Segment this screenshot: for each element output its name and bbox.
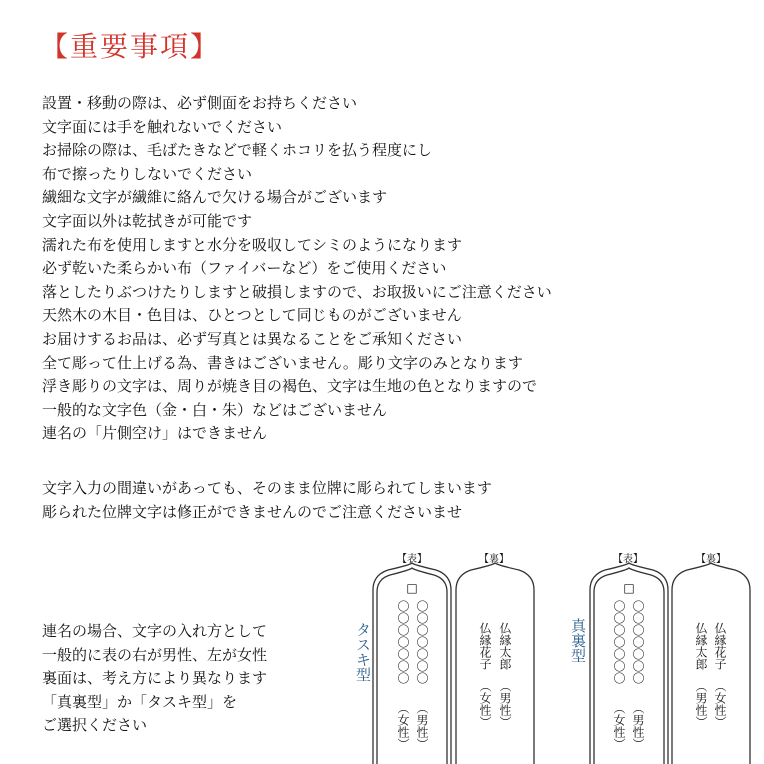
maura-type-label: 真裏型 [569,618,587,663]
warning-line: 彫られた位牌文字は修正ができませんのでご注意くださいませ [42,502,463,521]
notice-line: 設置・移動の際は、必ず側面をお持ちください [42,94,358,112]
back-label: 【裏】 [479,554,509,565]
female-label: （女性） [612,702,626,750]
notice-line: 一般的な文字色（金・白・朱）などはございません [42,400,388,419]
notice-line: 全て彫って仕上げる為、書きはございません。彫り文字のみとなります [42,353,523,372]
circle-column-male: 〇〇〇〇〇〇〇 [415,600,429,684]
name-taro: 仏縁太郎 [694,622,708,670]
front-label: 【表】 [613,554,643,565]
tasuki-type-label: タスキ型 [354,622,372,682]
explanation-line: 「真裏型」か「タスキ型」を [42,692,238,711]
male-label: （男性） [631,702,645,750]
back-label: 【裏】 [696,554,726,565]
box-mark: □ [623,581,635,595]
explanation-line: 連名の場合、文字の入れ方として [42,622,268,640]
explanation-line: 一般的に表の右が男性、左が女性 [42,645,268,664]
circle-column-male: 〇〇〇〇〇〇〇 [631,600,645,684]
tablet-outline [456,563,534,764]
notice-line: 必ず乾いた柔らかい布（ファイバーなど）をご使用ください [42,259,447,278]
name-taro: 仏縁太郎 [498,622,512,670]
notice-line: 連名の「片側空け」はできません [42,424,268,443]
notice-line: 天然木の木目・色目は、ひとつとして同じものがございません [42,306,462,325]
circle-column-female: 〇〇〇〇〇〇〇 [612,600,626,684]
name-hanako: 仏縁花子 [478,622,492,670]
male-label: （男性） [415,702,429,750]
notice-line: お届けするお品は、必ず写真とは異なることをご承知ください [42,329,463,348]
male-label: （男性） [498,680,512,728]
notice-line: お掃除の際は、毛ばたきなどで軽くホコリを払う程度にし [42,141,433,160]
page-title: 【重要事項】 [40,30,221,63]
warning-line: 文字入力の間違いがあっても、そのまま位牌に彫られてしまいます [42,479,492,497]
female-label: （女性） [396,702,410,750]
male-label: （男性） [694,680,708,728]
notice-line: 落としたりぶつけたりしますと破損しますので、お取扱いにご注意ください [42,282,552,301]
notice-line: 文字面には手を触れないでください [42,117,283,136]
explanation-line: 裏面は、考え方により異なります [42,669,268,688]
notice-line: 濡れた布を使用しますと水分を吸収してシミのようになります [42,235,463,254]
tablet-outline [672,563,750,764]
tablet-outline [594,568,664,764]
notice-line: 文字面以外は乾拭きが可能です [42,211,253,230]
name-hanako: 仏縁花子 [713,622,727,670]
box-mark: □ [406,581,418,595]
female-label: （女性） [478,680,492,728]
explanation-line: ご選択ください [42,716,148,735]
tablet-outline [377,568,447,764]
female-label: （女性） [713,680,727,728]
notice-line: 布で擦ったりしないでください [42,164,253,183]
notice-line: 繊細な文字が繊維に絡んで欠ける場合がございます [42,188,388,207]
circle-column-female: 〇〇〇〇〇〇〇 [396,600,410,684]
front-label: 【表】 [397,554,427,565]
notice-line: 浮き彫りの文字は、周りが焼き目の褐色、文字は生地の色となりますので [42,377,538,396]
